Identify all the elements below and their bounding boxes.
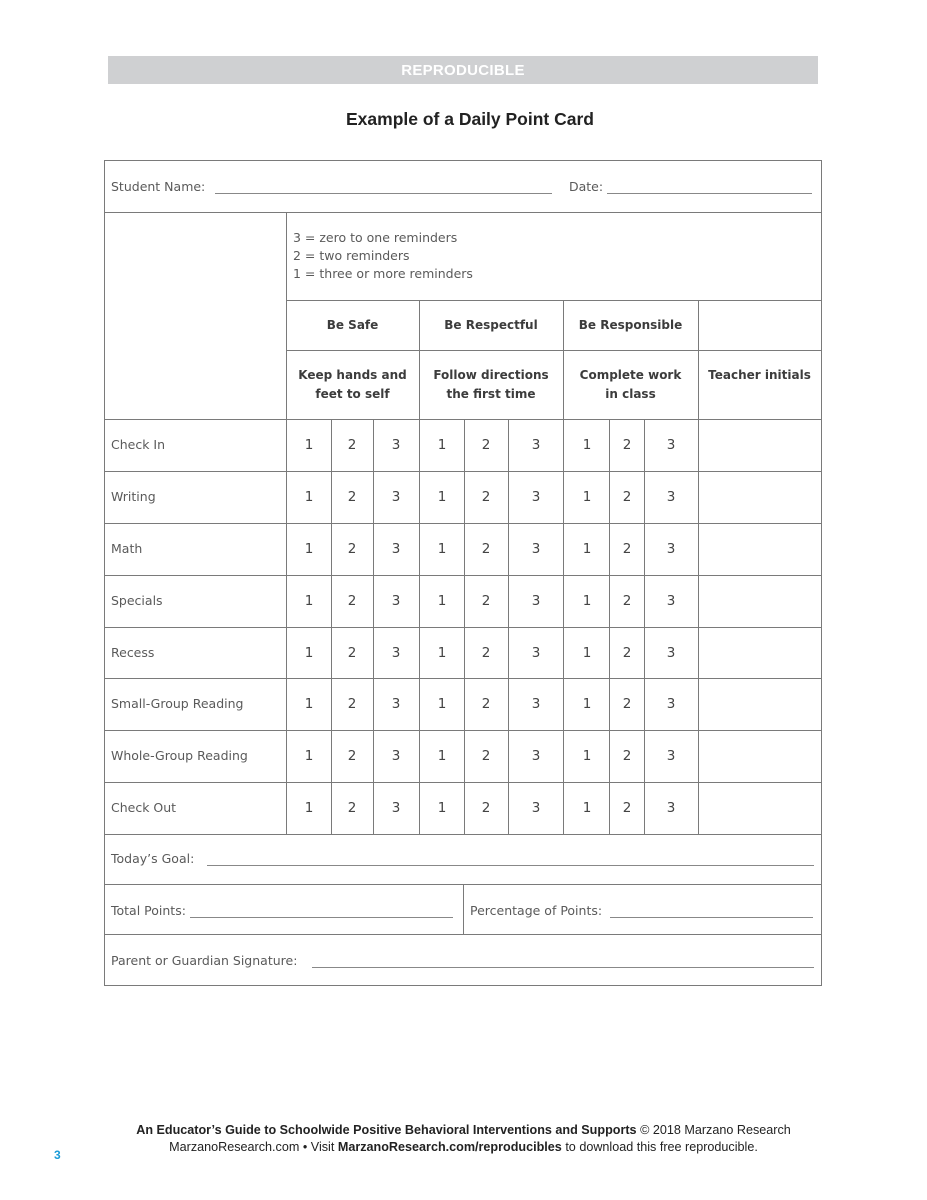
column-divider (609, 419, 610, 834)
score-option[interactable]: 1 (304, 696, 314, 712)
footer-line-2 (0, 1139, 927, 1155)
behavior-line: Keep hands and (298, 368, 407, 382)
score-option[interactable]: 1 (437, 696, 447, 712)
score-option[interactable]: 1 (582, 800, 592, 816)
score-option[interactable]: 3 (391, 437, 401, 453)
score-option[interactable]: 3 (531, 645, 541, 661)
row-divider (105, 212, 821, 213)
period-label: Small-Group Reading (111, 696, 244, 711)
reproducible-banner: REPRODUCIBLE (108, 56, 818, 84)
score-option[interactable]: 3 (666, 541, 676, 557)
total-points-label: Total Points: (111, 903, 186, 918)
score-option[interactable]: 2 (481, 748, 491, 764)
todays-goal-field[interactable] (207, 865, 814, 866)
key-line-1: 1 = three or more reminders (293, 266, 473, 281)
score-option[interactable]: 1 (304, 541, 314, 557)
row-divider (105, 934, 821, 935)
score-option[interactable]: 2 (481, 489, 491, 505)
footer-line-1 (0, 1122, 927, 1138)
score-option[interactable]: 1 (582, 489, 592, 505)
column-divider (644, 419, 645, 834)
daily-point-card (104, 160, 822, 986)
score-option[interactable]: 1 (304, 593, 314, 609)
total-points-field[interactable] (190, 917, 453, 918)
column-divider (463, 884, 464, 934)
column-divider (373, 419, 374, 834)
teacher-initials-cell[interactable] (699, 783, 820, 833)
score-option[interactable]: 3 (391, 541, 401, 557)
period-label: Math (111, 541, 143, 556)
download-text: to download this free reproducible. (565, 1140, 758, 1154)
row-divider (286, 350, 821, 351)
period-label: Writing (111, 489, 156, 504)
score-option[interactable]: 3 (666, 645, 676, 661)
score-option[interactable]: 3 (391, 800, 401, 816)
page-title: Example of a Daily Point Card (346, 109, 594, 129)
behavior-line: in class (605, 387, 656, 401)
behavior-line: feet to self (315, 387, 390, 401)
date-label: Date: (569, 179, 604, 194)
behavior-line: the first time (446, 387, 536, 401)
period-label: Whole-Group Reading (111, 748, 248, 763)
score-option[interactable]: 3 (391, 748, 401, 764)
copyright: © 2018 Marzano Research (640, 1123, 791, 1137)
percentage-label: Percentage of Points: (470, 903, 603, 918)
category-be-responsible: Be Responsible (578, 318, 683, 332)
score-option[interactable]: 1 (304, 800, 314, 816)
score-option[interactable]: 3 (666, 593, 676, 609)
row-divider (105, 834, 821, 835)
score-option[interactable]: 2 (622, 541, 632, 557)
period-label: Check Out (111, 800, 177, 815)
score-option[interactable]: 1 (582, 696, 592, 712)
book-title: An Educator’s Guide to Schoolwide Positive Behavioral Interventions and Supports (136, 1123, 637, 1137)
teacher-initials-cell[interactable] (699, 524, 820, 574)
score-option[interactable]: 3 (666, 696, 676, 712)
score-option[interactable]: 1 (582, 645, 592, 661)
key-line-2: 2 = two reminders (293, 248, 410, 263)
score-option[interactable]: 2 (347, 593, 357, 609)
signature-label: Parent or Guardian Signature: (111, 953, 298, 968)
score-option[interactable]: 2 (622, 645, 632, 661)
score-option[interactable]: 2 (347, 696, 357, 712)
period-label: Specials (111, 593, 163, 608)
score-option[interactable]: 1 (437, 489, 447, 505)
score-option[interactable]: 1 (437, 541, 447, 557)
score-option[interactable]: 3 (531, 748, 541, 764)
visit-text: Visit (310, 1140, 335, 1154)
key-line-3: 3 = zero to one reminders (293, 230, 458, 245)
column-divider (464, 419, 465, 834)
score-option[interactable]: 2 (481, 800, 491, 816)
score-option[interactable]: 1 (437, 748, 447, 764)
teacher-initials-cell[interactable] (699, 472, 820, 522)
column-divider (508, 419, 509, 834)
date-field[interactable] (607, 193, 812, 194)
score-option[interactable]: 3 (531, 696, 541, 712)
category-be-respectful: Be Respectful (444, 318, 538, 332)
score-option[interactable]: 3 (531, 593, 541, 609)
score-option[interactable]: 1 (582, 748, 592, 764)
score-option[interactable]: 3 (666, 800, 676, 816)
teacher-initials-cell[interactable] (699, 628, 820, 678)
score-option[interactable]: 1 (437, 645, 447, 661)
score-option[interactable]: 2 (347, 541, 357, 557)
score-option[interactable]: 2 (347, 748, 357, 764)
teacher-initials-cell[interactable] (699, 679, 820, 729)
score-option[interactable]: 2 (622, 800, 632, 816)
student-name-field[interactable] (215, 193, 552, 194)
score-option[interactable]: 3 (391, 593, 401, 609)
score-option[interactable]: 3 (391, 489, 401, 505)
score-option[interactable]: 2 (622, 593, 632, 609)
column-divider (331, 419, 332, 834)
site-name: MarzanoResearch.com (169, 1140, 300, 1154)
score-option[interactable]: 2 (347, 437, 357, 453)
score-option[interactable]: 3 (666, 437, 676, 453)
score-option[interactable]: 2 (347, 800, 357, 816)
percentage-field[interactable] (610, 917, 813, 918)
score-option[interactable]: 2 (622, 489, 632, 505)
score-option[interactable]: 1 (437, 437, 447, 453)
score-option[interactable]: 3 (391, 696, 401, 712)
score-option[interactable]: 1 (304, 645, 314, 661)
score-option[interactable]: 3 (531, 489, 541, 505)
score-option[interactable]: 2 (481, 593, 491, 609)
score-option[interactable]: 3 (531, 800, 541, 816)
score-option[interactable]: 1 (304, 437, 314, 453)
teacher-initials-cell[interactable] (699, 576, 820, 626)
category-be-safe: Be Safe (326, 318, 379, 332)
signature-field[interactable] (312, 967, 814, 968)
behavior-line: Follow directions (433, 368, 549, 382)
behavior-header (286, 366, 419, 404)
score-option[interactable]: 1 (304, 748, 314, 764)
score-option[interactable]: 2 (481, 645, 491, 661)
score-option[interactable]: 1 (304, 489, 314, 505)
behavior-header (419, 366, 563, 404)
score-option[interactable]: 2 (347, 489, 357, 505)
bullet: • (302, 1140, 308, 1154)
score-option[interactable]: 2 (481, 696, 491, 712)
period-label: Check In (111, 437, 166, 452)
teacher-initials-cell[interactable] (699, 420, 820, 470)
score-option[interactable]: 1 (437, 800, 447, 816)
score-option[interactable]: 3 (531, 541, 541, 557)
score-option[interactable]: 1 (437, 593, 447, 609)
score-option[interactable]: 2 (347, 645, 357, 661)
row-divider (286, 300, 821, 301)
score-option[interactable]: 3 (391, 645, 401, 661)
score-option[interactable]: 3 (666, 748, 676, 764)
score-option[interactable]: 2 (622, 748, 632, 764)
score-option[interactable]: 3 (531, 437, 541, 453)
column-divider (286, 212, 287, 834)
score-option[interactable]: 2 (481, 437, 491, 453)
page-number: 3 (54, 1148, 61, 1162)
score-option[interactable]: 2 (481, 541, 491, 557)
score-option[interactable]: 1 (582, 593, 592, 609)
behavior-line: Complete work (579, 368, 682, 382)
score-option[interactable]: 1 (582, 437, 592, 453)
score-option[interactable]: 1 (582, 541, 592, 557)
student-name-label: Student Name: (111, 179, 206, 194)
teacher-initials-cell[interactable] (699, 731, 820, 781)
todays-goal-label: Today’s Goal: (111, 851, 195, 866)
behavior-header (563, 366, 698, 404)
score-option[interactable]: 3 (666, 489, 676, 505)
score-option[interactable]: 2 (622, 696, 632, 712)
period-label: Recess (111, 645, 155, 660)
reproducibles-link[interactable]: MarzanoResearch.com/reproducibles (337, 1140, 562, 1154)
score-option[interactable]: 2 (622, 437, 632, 453)
teacher-initials-header: Teacher initials (708, 368, 811, 382)
